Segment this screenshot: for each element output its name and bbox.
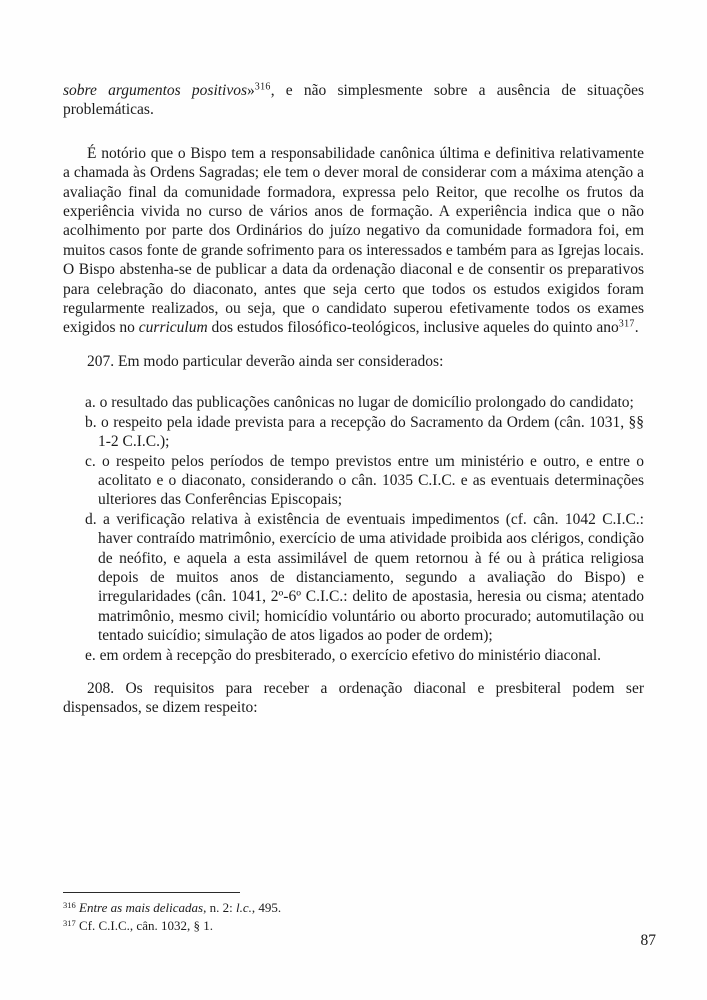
list-marker-c: c. bbox=[85, 452, 96, 470]
bispo-period: . bbox=[634, 319, 639, 337]
footnote-317-number: 317 bbox=[63, 917, 76, 928]
footnote-316-title: Entre as mais delicadas bbox=[79, 900, 204, 915]
paragraph-opening bbox=[63, 81, 644, 120]
page-number: 87 bbox=[640, 932, 656, 949]
body-text bbox=[63, 81, 644, 718]
opening-italic-quote: sobre argumentos positivos bbox=[63, 82, 248, 99]
ordered-list bbox=[63, 393, 644, 665]
bispo-text-lead: É notório que o Bispo tem a responsabilidade canônica última e definitiva relativamente a chamada às Ordens Sagradas; ele tem o dever moral de considerar com a máxima atenção a avaliação final da comunidade formadora, expressa pelo Reitor, que recolhe os frutos da experiência vivida no curso de vários anos de formação. A experiência indica que o não acolhimento por parte dos Ordinários do juízo negativo da comunidade formadora foi, em muitos casos fonte de grande sofrimento para os interessados e também para as Igrejas locais. O Bispo abstenha-se de publicar a data da ordenação diaconal e de consentir os preparativos para celebração do diaconato, antes que seja certo que todos os estudos exigidos foram regularmente realizados, ou seja, que o candidato superou efetivamente todos os exames exigidos no bbox=[63, 144, 644, 337]
bispo-text-tail: dos estudos filosófico-teológicos, inclusive aqueles do quinto ano bbox=[207, 319, 619, 337]
footnote-ref-316: 316 bbox=[254, 81, 271, 93]
list-item-b bbox=[63, 413, 644, 452]
list-marker-b: b. bbox=[85, 413, 97, 431]
footnote-316 bbox=[63, 899, 644, 917]
list-item-d-text: a verificação relativa à existência de eventuais impedimentos (cf. cân. 1042 C.I.C.: haver contraído matrimônio, exercício de uma atividade proibida aos clérigos, condição de neófito, e aquela a esta assimilável de quem retornou à fé ou à prática religiosa depois de muitos anos de distanciamento, segundo a avaliação do Bispo) e irregularidades (cân. 1041, 2º-6º C.I.C.: delito de apostasia, heresia ou cisma; atentado matrimônio, mesmo civil; homicídio voluntário ou aborto procurado; automutilação ou tentado suicídio; simulação de atos ligados ao poder de ordem); bbox=[98, 510, 644, 645]
list-item-b-text: o respeito pela idade prevista para a recepção do Sacramento da Ordem (cân. 1031, §§ 1-2 C.I.C.); bbox=[98, 413, 644, 451]
list-item-c bbox=[63, 452, 644, 510]
list-item-a bbox=[63, 393, 644, 412]
list-item-c-text: o respeito pelos períodos de tempo previstos entre um ministério e outro, e entre o acolitato e o diaconato, considerando o cân. 1035 C.I.C. e as eventuais determinações ulteriores das Conferências Episcopais; bbox=[98, 452, 644, 509]
list-item-e bbox=[63, 646, 644, 665]
footnotes-section bbox=[63, 885, 644, 934]
list-marker-a: a. bbox=[85, 394, 96, 412]
list-item-e-text: em ordem à recepção do presbiterado, o exercício efetivo do ministério diaconal. bbox=[99, 646, 602, 664]
footnote-316-number: 316 bbox=[63, 900, 76, 910]
footnote-316-lc: l.c. bbox=[235, 900, 252, 915]
list-marker-e: e. bbox=[85, 646, 96, 664]
footnote-317-text: Cf. C.I.C., cân. 1032, § 1. bbox=[79, 917, 213, 933]
footnote-316-tail: , 495. bbox=[251, 900, 282, 915]
numbered-paragraph-208: 208. Os requisitos para receber a ordenação diaconal e presbiteral podem ser dispensados, se dizem respeito: bbox=[63, 679, 644, 717]
footnote-ref-317: 317 bbox=[618, 318, 635, 330]
numbered-paragraph-207: 207. Em modo particular deverão ainda ser considerados: bbox=[87, 352, 444, 370]
footnote-316-mid: , n. 2: bbox=[203, 900, 236, 915]
list-marker-d: d. bbox=[85, 510, 97, 528]
opening-paragraph-rest: , e não simplesmente sobre a ausência de situações problemáticas. bbox=[63, 82, 644, 119]
list-item-d bbox=[63, 510, 644, 646]
list-item-a-text: o resultado das publicações canônicas no lugar de domicílio prolongado do candidato; bbox=[99, 394, 634, 412]
curriculum-italic: curriculum bbox=[138, 319, 208, 337]
paragraph-bispo bbox=[63, 144, 644, 338]
closing-guillemet: » bbox=[247, 82, 255, 99]
footnote-separator bbox=[63, 892, 240, 893]
